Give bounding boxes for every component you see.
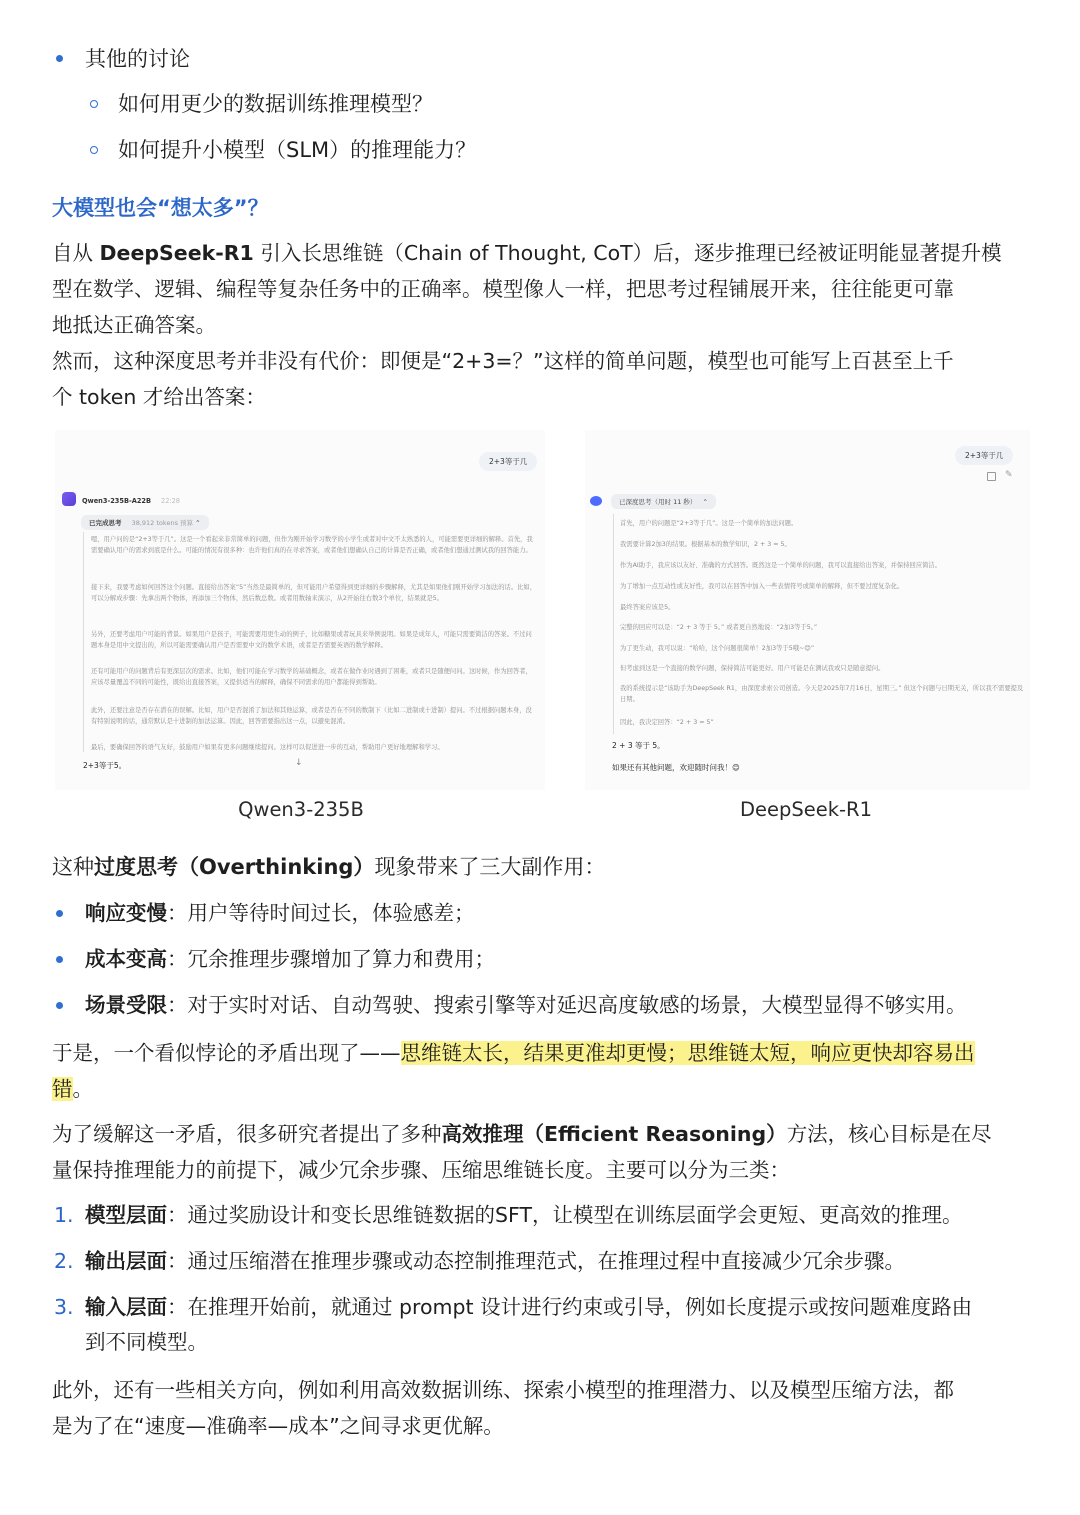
deep-think-tag: 已深度思考（用时 11 秒） ⌃	[611, 494, 716, 509]
user-question-bubble: 2+3等于几	[955, 446, 1013, 465]
effect-cost: 成本变高：冗余推理步骤增加了算力和费用；	[85, 947, 495, 971]
level-input-cont: 到不同模型。	[85, 1330, 208, 1354]
qwen-screenshot	[55, 430, 545, 790]
sub-item-less-data: 如何用更少的数据训练推理模型？	[118, 92, 433, 116]
list-number: 1.	[54, 1203, 74, 1227]
scroll-down-icon[interactable]: ↓	[295, 758, 303, 768]
thinking-text: 另外，还要考虑用户可能的背景。如果用户是孩子，可能需要用更生动的例子，比如糖果或者玩具来举例说明。如果是成年人，可能只需要简洁的答案。不过问题本身是用中文提出的，所以可能需要确认用户是否需要中文的数学术语，或者是否需要英语的数学解释。	[91, 631, 532, 649]
thinking-text: 最后，要确保回答的语气友好，鼓励用户如果有更多问题继续提问。这样可以促进进一步的互动，帮助用户更好地理解和学习。	[91, 744, 444, 751]
caption-deepseek: DeepSeek-R1	[739, 798, 873, 821]
closing-line: 如果还有其他问题，欢迎随时问我！😊	[612, 763, 740, 772]
section-heading: 大模型也会“想太多”？	[52, 196, 269, 220]
thinking-text: 嗯，用户问的是“2+3等于几”。这是一个看起来非常简单的问题，但作为刚开始学习数学的小学生或者对中文不太熟悉的人，可能需要更详细的解释。首先，我需要确认用户的需求到底是什么。可能的情况有很多种：也许他们真的在寻求答案，或者他们想确认自己的计算是否正确，或者他们想通过测试我的回答能力。	[91, 536, 533, 554]
final-answer: 2+3等于5。	[83, 761, 127, 770]
highlight-text: 错	[52, 1077, 73, 1101]
thinking-line: 我的系统提示是“该助手为DeepSeek R1，由深度求索公司创造。今天是2025年7月16日，星期三。” 但这个问题与日期无关，所以我不需要提及日期。	[620, 685, 1024, 703]
sub-bullet-ring	[90, 146, 98, 154]
deepseek-logo-icon	[590, 496, 602, 506]
chevron-up-icon: ⌃	[702, 498, 708, 506]
bullet-dot	[56, 1002, 63, 1009]
thinking-text: 此外，还要注意是否存在潜在的误解。比如，用户是否混淆了加法和其他运算，或者是否在不同的数制下（比如二进制或十进制）提问。不过根据问题本身，没有特别说明的话，通常默认是十进制的加法运算。因此，回答需要指出这一点，以避免混淆。	[91, 707, 532, 725]
list-item-other-discussion: 其他的讨论	[85, 47, 190, 71]
caption-qwen: Qwen3-235B	[238, 798, 364, 821]
thinking-line: 为了增加一点互动性或友好性，我可以在回答中加入一些表情符号或简单的解释，但不要过度复杂化。	[620, 583, 904, 590]
chevron-up-icon: ⌃	[195, 519, 201, 527]
bullet-dot	[56, 55, 63, 62]
thinking-line: 最终答案应该是5。	[620, 604, 675, 611]
copy-icon[interactable]	[987, 472, 996, 481]
sub-item-slm: 如何提升小模型（SLM）的推理能力？	[118, 138, 477, 162]
thinking-line: 作为AI助手，我应该以友好、准确的方式回答。既然这是一个简单的问题，我可以直接给出答案，并保持回应简洁。	[620, 562, 942, 569]
thinking-text: 还有可能用户的问题背后有更深层次的需求。比如，他们可能在学习数学的基础概念，或者在做作业时遇到了困难，或者只是随便问问。这时候，作为回答者，应该尽量覆盖不同的可能性，既给出直接答案，又提供适当的解释，确保不同需求的用户都能得到帮助。	[91, 668, 532, 686]
thinking-line: 我需要计算2加3的结果。根据基本的数学知识，2 + 3 = 5。	[620, 541, 791, 548]
overthinking-lead: 这种过度思考（Overthinking）现象带来了三大副作用：	[52, 855, 606, 879]
effect-limited: 场景受限：对于实时对话、自动驾驶、搜索引擎等对延迟高度敏感的场景，大模型显得不够实用。	[85, 993, 967, 1017]
thinking-line: 完整的回应可以是：“2 + 3 等于 5。” 或者更自然地说：“2加3等于5。”	[620, 624, 818, 631]
tokens-count: 38,912 tokens 预算	[131, 519, 194, 527]
list-number: 2.	[54, 1249, 74, 1273]
bullet-dot	[56, 956, 63, 963]
thinking-complete-tag: 已完成思考 38,912 tokens 预算 ⌃	[81, 515, 209, 530]
closing-paragraph: 此外，还有一些相关方向，例如利用高效数据训练、探索小模型的推理潜力、以及模型压缩方法，都 是为了在“速度—准确率—成本”之间寻求更优解。	[52, 1378, 954, 1438]
thinking-divider	[83, 532, 84, 752]
thinking-line: 首先，用户的问题是“2+3等于几”。这是一个简单的加法问题。	[620, 520, 798, 527]
level-input: 输入层面：在推理开始前，就通过 prompt 设计进行约束或引导，例如长度提示或按问题难度路由	[85, 1295, 973, 1319]
thinking-divider	[613, 514, 614, 734]
bullet-dot	[56, 910, 63, 917]
effect-slow: 响应变慢：用户等待时间过长，体验感差；	[85, 901, 475, 925]
thinking-line: 因此，我决定回答：“2 + 3 = 5”	[620, 719, 714, 726]
deepseek-screenshot	[585, 430, 1030, 790]
intro-paragraph: 自从 DeepSeek-R1 引入长思维链（Chain of Thought, CoT）后，逐步推理已经被证明能显著提升模 型在数学、逻辑、编程等复杂任务中的正确率。模型像人一样，把思考过程铺展开来，往往能更可靠 地抵达正确答案。 然而，这种深度思考并非没有代价：即便是“2+3=？”这样的简单问题，模型也可能写上百甚至上千 个 token 才给出答案：	[52, 241, 1002, 409]
level-model: 模型层面：通过奖励设计和变长思维链数据的SFT，让模型在训练层面学会更短、更高效的推理。	[85, 1203, 963, 1227]
thinking-line: 但考虑到这是一个直接的数学问题，保持简洁可能更好。用户可能是在测试我或只是随意提问。	[620, 665, 885, 672]
highlight-text: 思维链太长，结果更准却更慢；思维链太短，响应更快却容易出	[400, 1041, 975, 1065]
level-output: 输出层面：通过压缩潜在推理步骤或动态控制推理范式，在推理过程中直接减少冗余步骤。	[85, 1249, 905, 1273]
efficient-paragraph: 为了缓解这一矛盾，很多研究者提出了多种高效推理（Efficient Reasoning）方法，核心目标是在尽 量保持推理能力的前提下，减少冗余步骤、压缩思维链长度。主要可以分为三类：	[52, 1122, 992, 1182]
thinking-text: 接下来，我要考虑如何回答这个问题。直接给出答案“5”当然是最简单的，但可能用户希望得到更详细的步骤解释，尤其是如果他们刚开始学习加法的话。比如，可以分解成步骤：先拿出两个物体，再添加三个物体，然后数总数。或者用数轴来演示，从2开始往右数3个单位，结果就是5。	[91, 584, 537, 602]
deepseek-r1-bold: DeepSeek-R1	[99, 241, 254, 265]
qwen-logo-icon	[62, 492, 76, 506]
sub-bullet-ring	[90, 100, 98, 108]
user-question-bubble: 2+3等于几	[479, 452, 537, 471]
model-time: 22:28	[161, 497, 181, 505]
list-number: 3.	[54, 1295, 74, 1319]
answer-line: 2 + 3 等于 5。	[612, 741, 665, 750]
edit-icon[interactable]: ✎	[1005, 470, 1013, 480]
model-name: Qwen3-235B-A22B	[82, 497, 152, 505]
thinking-line: 为了更生动，我可以说：“哈哈，这个问题很简单！2加3等于5哦~😊”	[620, 645, 815, 652]
paradox-paragraph: 于是，一个看似悖论的矛盾出现了——思维链太长，结果更准却更慢；思维链太短，响应更快却容易出 错。	[52, 1041, 975, 1101]
